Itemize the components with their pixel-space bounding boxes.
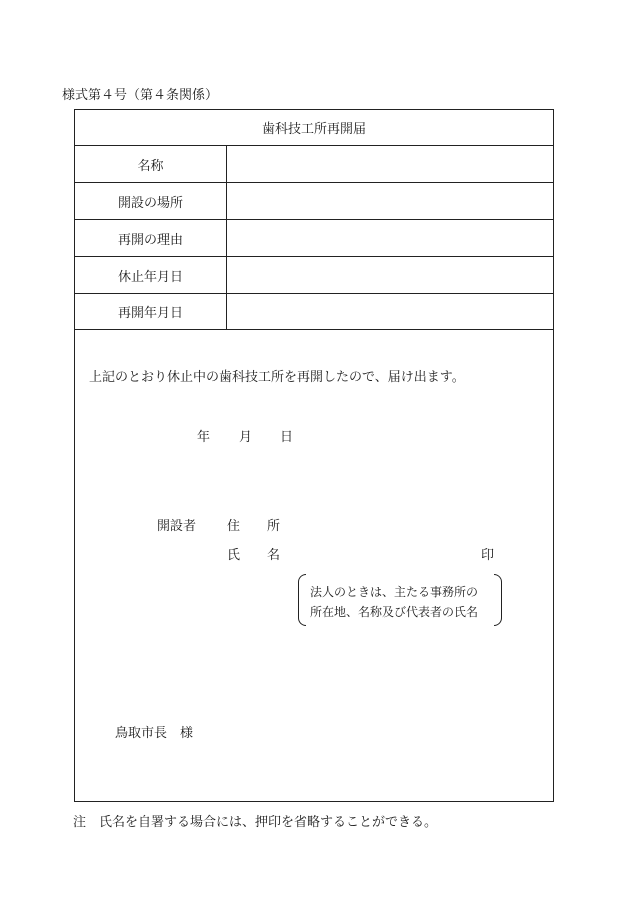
footnote: 注 氏名を自署する場合には、押印を省略することができる。	[73, 815, 438, 830]
facility-name-field[interactable]	[227, 146, 553, 182]
row-label: 再開の理由	[75, 220, 227, 256]
location-field[interactable]	[227, 183, 553, 219]
form-title-text: 歯科技工所再開届	[261, 122, 366, 137]
bracket-left	[298, 574, 306, 626]
reason-field[interactable]	[227, 220, 553, 256]
row-label: 名称	[75, 146, 227, 182]
row-reopen-date	[75, 293, 553, 330]
row-label: 再開年月日	[75, 293, 227, 329]
corporation-note-line2: 所在地、名称及び代表者の氏名	[310, 605, 479, 619]
seal-mark: 印	[481, 548, 495, 563]
bracket-right	[494, 574, 502, 626]
row-label: 休止年月日	[75, 257, 227, 293]
form-frame	[74, 109, 554, 802]
corporation-note	[298, 574, 502, 626]
row-label: 開設の場所	[75, 183, 227, 219]
row-facility-name	[75, 146, 553, 183]
applicant-label: 開設者	[157, 519, 197, 534]
name-label-char2: 名	[267, 548, 281, 563]
reopen-date-field[interactable]	[227, 293, 553, 329]
suspension-date-field[interactable]	[227, 257, 553, 293]
row-location	[75, 183, 553, 220]
row-suspension-date	[75, 257, 553, 294]
row-reason	[75, 220, 553, 257]
address-label-char2: 所	[267, 519, 281, 534]
address-label-char1: 住	[227, 519, 241, 534]
declaration-text: 上記のとおり休止中の歯科技工所を再開したので、届け出ます。	[89, 370, 465, 385]
name-label-char1: 氏	[227, 548, 241, 563]
corporation-note-line1: 法人のときは、主たる事務所の	[310, 585, 479, 599]
addressee: 鳥取市長 様	[115, 726, 194, 741]
date-day-label: 日	[280, 430, 294, 445]
form-title	[75, 110, 553, 146]
date-year-label: 年	[197, 430, 211, 445]
form-number: 様式第４号（第４条関係）	[62, 88, 219, 103]
date-month-label: 月	[239, 430, 253, 445]
